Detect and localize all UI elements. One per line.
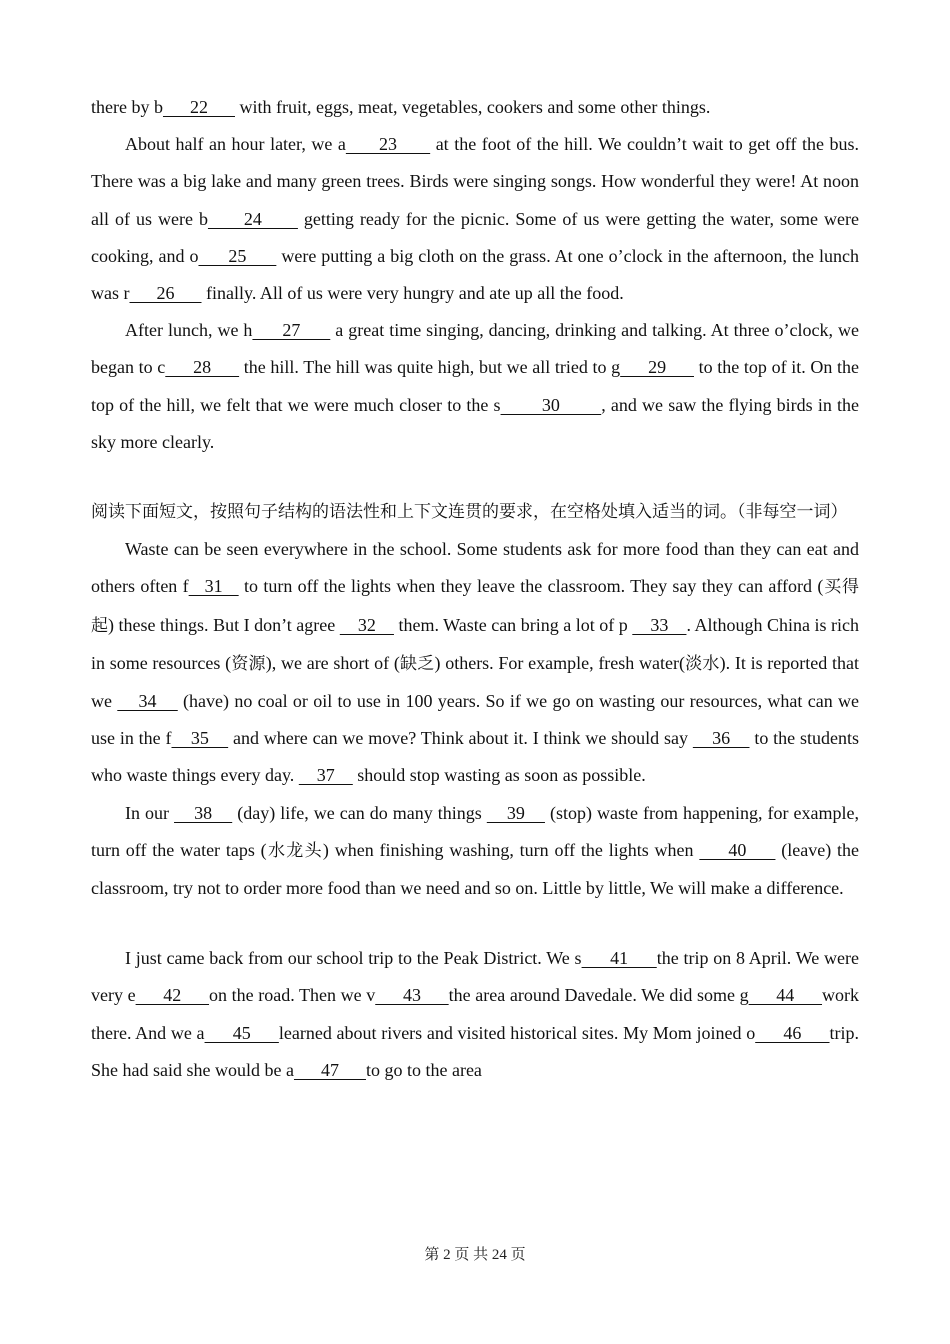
passage3-paragraph-1 xyxy=(91,940,859,1089)
text-run: , and we saw the flying birds in the sky more clearly. xyxy=(91,394,859,452)
blank-27: 27 xyxy=(252,320,331,341)
chinese-gloss: 缺乏 xyxy=(399,653,435,674)
text-run: were putting a big cloth on the grass. At one o’clock in the afternoon, the lunch was r xyxy=(91,245,860,304)
text-run: and where can we move? Think about it. I think we should say xyxy=(228,728,693,749)
blank-29: 29 xyxy=(620,357,694,378)
blank-37: 37 xyxy=(298,765,353,786)
blank-36: 36 xyxy=(692,728,750,749)
text-run: (day) life, we can do many things xyxy=(232,802,487,823)
text-run: there by b xyxy=(91,97,163,117)
blank-24: 24 xyxy=(207,208,298,229)
text-run: I just came back from our school trip to the Peak District. We s xyxy=(125,948,582,969)
passage1-paragraph-1 xyxy=(91,126,859,312)
text-run: the hill. The hill was quite high, but we all tried to g xyxy=(239,357,621,378)
text-run: learned about rivers and visited historical sites. My Mom joined o xyxy=(278,1022,756,1043)
text-run: should stop wasting as soon as possible. xyxy=(352,765,646,786)
text-run: finally. All of us were very hungry and ate up all the food. xyxy=(201,283,624,304)
text-run: ), we are short of ( xyxy=(265,652,400,673)
chinese-gloss: 买得起 xyxy=(91,577,860,636)
section-gap xyxy=(91,461,859,494)
blank-38: 38 xyxy=(174,802,233,823)
text-run: trip. She had said she would be a xyxy=(91,1022,860,1080)
text-run: (stop) waste from happening, for example, turn off the water taps ( xyxy=(91,802,859,860)
text-run: work there. And we a xyxy=(91,985,860,1043)
chinese-gloss: 资源 xyxy=(231,653,266,674)
text-run: with fruit, eggs, meat, vegetables, cookers and some other things. xyxy=(234,97,711,117)
passage1-line0 xyxy=(91,89,859,126)
text-run: a great time singing, dancing, drinking and talking. At three o’clock, we began to c xyxy=(91,320,859,378)
text-run: (leave) the classroom, try not to order more food than we need and so on. Little by little, We will make a difference. xyxy=(91,839,860,899)
section-gap xyxy=(91,907,859,940)
text-run: Waste can be seen everywhere in the school. Some students ask for more food than they can eat and others often f xyxy=(91,539,859,597)
blank-40: 40 xyxy=(699,839,776,860)
page-content xyxy=(91,89,859,1089)
text-run: at the foot of the hill. We couldn’t wait to get off the bus. There was a big lake and many green trees. Birds were singing songs. How wonderful they were! At noon all of us were b xyxy=(91,134,860,229)
text-run: ). It is reported that we xyxy=(91,652,859,712)
blank-35: 35 xyxy=(171,728,229,749)
blank-43: 43 xyxy=(375,985,449,1006)
text-run: the trip on 8 April. We were very e xyxy=(91,948,860,1006)
text-run: getting ready for the picnic. Some of us were getting the water, some were cooking, and o xyxy=(91,208,859,266)
text-run: . Although China is rich in some resources ( xyxy=(91,614,860,673)
blank-28: 28 xyxy=(165,357,240,378)
text-run: to go to the area xyxy=(365,1059,482,1080)
text-run: ) others. For example, fresh water( xyxy=(434,652,685,673)
text-run: ) these things. But I don’t agree xyxy=(108,614,340,635)
blank-34: 34 xyxy=(117,691,178,712)
passage1-paragraph-2 xyxy=(91,312,859,461)
blank-31: 31 xyxy=(188,576,239,597)
blank-42: 42 xyxy=(135,985,210,1006)
passage2-instruction: 阅读下面短文，按照句子结构的语法性和上下文连贯的要求，在空格处填入适当的词。（非每空一词） xyxy=(91,502,848,523)
chinese-gloss: 淡水 xyxy=(685,653,720,674)
blank-33: 33 xyxy=(632,614,687,635)
text-run: ) when finishing washing, turn off the lights when xyxy=(322,839,700,860)
blank-39: 39 xyxy=(486,802,545,823)
blank-32: 32 xyxy=(339,614,394,635)
text-run: In our xyxy=(125,802,175,823)
chinese-gloss: 水龙头 xyxy=(266,840,323,861)
text-run: (have) no coal or oil to use in 100 years. So if we go on wasting our resources, what can we use in the f xyxy=(91,691,859,749)
passage2-paragraph-1 xyxy=(91,531,859,794)
text-run: to the students who waste things every day. xyxy=(91,728,859,786)
passage2-paragraph-2 xyxy=(91,795,859,908)
blank-23: 23 xyxy=(345,134,431,155)
text-run: the area around Davedale. We did some g xyxy=(448,985,749,1006)
blank-44: 44 xyxy=(748,985,823,1006)
blank-26: 26 xyxy=(129,283,202,304)
blank-41: 41 xyxy=(581,948,657,969)
text-run: After lunch, we h xyxy=(125,320,253,341)
blank-45: 45 xyxy=(204,1022,279,1043)
blank-25: 25 xyxy=(198,245,277,266)
blank-46: 46 xyxy=(755,1022,830,1043)
page-footer: 第 2 页 共 24 页 xyxy=(424,1247,526,1263)
blank-47: 47 xyxy=(293,1059,366,1080)
blank-30: 30 xyxy=(500,394,602,415)
text-run: on the road. Then we v xyxy=(209,985,376,1006)
text-run: About half an hour later, we a xyxy=(125,134,346,155)
text-run: to the top of it. On the top of the hill, we felt that we were much closer to the s xyxy=(91,357,860,415)
text-run: them. Waste can bring a lot of p xyxy=(393,614,633,635)
text-run: to turn off the lights when they leave the classroom. They say they can afford ( xyxy=(238,576,824,597)
blank-22: 22 xyxy=(162,97,235,117)
